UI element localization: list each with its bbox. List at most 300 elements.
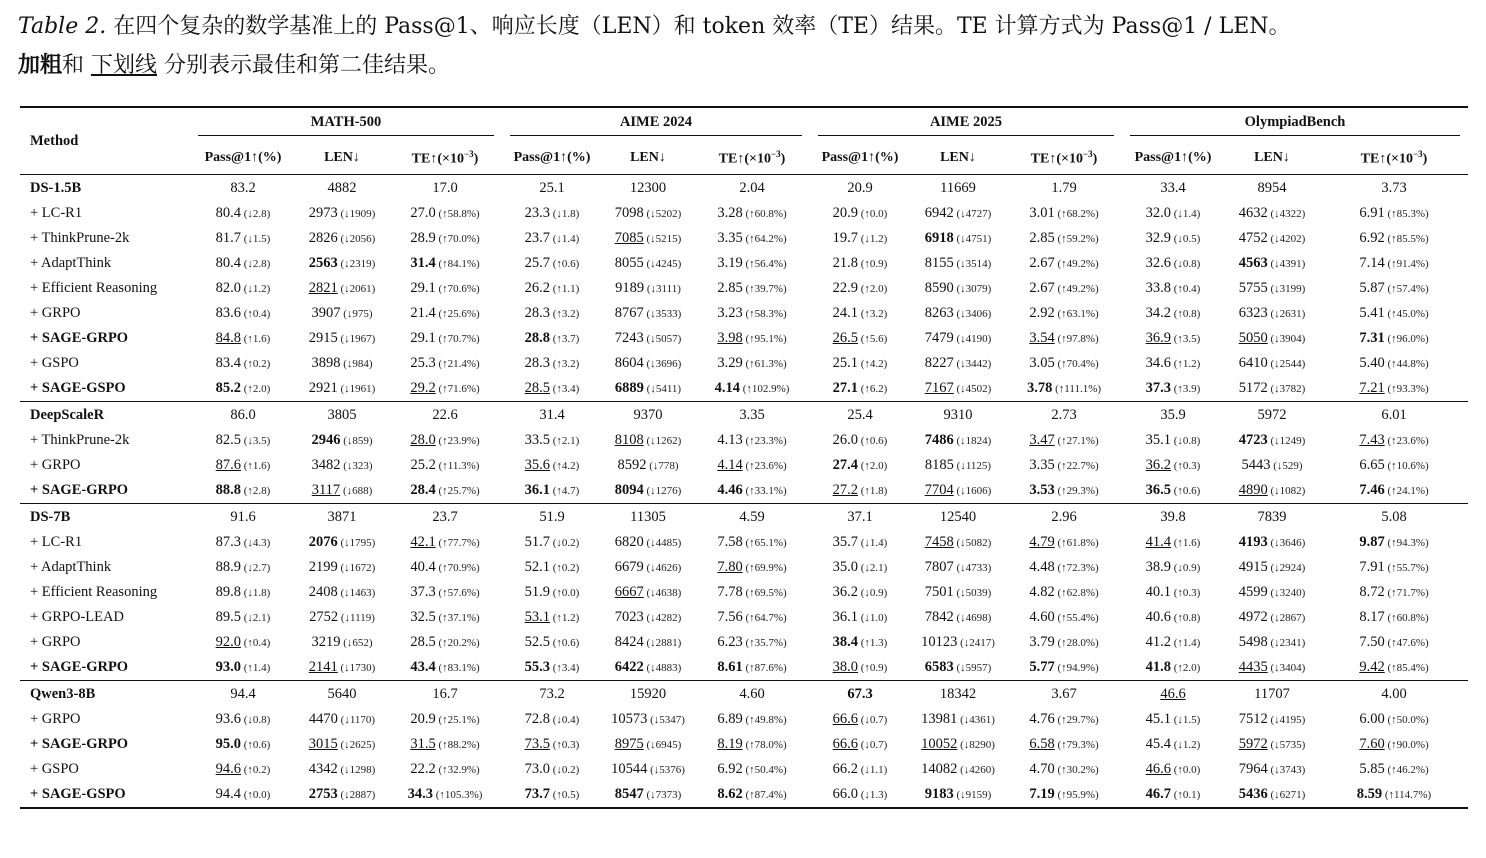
value-cell: 39.8 [1122, 504, 1224, 531]
metric-header-len: LEN↓ [910, 142, 1006, 175]
method-cell: + GRPO-LEAD [30, 609, 124, 625]
value-cell: 23.3 (↓1.8) [524, 205, 580, 221]
value-cell: 2.96 [1006, 504, 1122, 531]
value-cell: 4470 (↓1170) [308, 711, 376, 727]
value-cell: 27.4 (↑2.0) [832, 457, 888, 473]
value-cell: 8975 (↓6945) [614, 736, 682, 752]
value-cell: 28.3 (↑3.2) [524, 355, 580, 371]
value-cell: 89.5 (↓2.1) [215, 609, 271, 625]
metric-header-pass: Pass@1↑(%) [810, 142, 910, 175]
value-cell: 23.7 (↓1.4) [524, 230, 580, 246]
value-cell: 5.08 [1320, 504, 1468, 531]
value-cell: 2915 (↓1967) [308, 330, 376, 346]
metric-header-len: LEN↓ [296, 142, 388, 175]
value-cell: 7167 (↓4502) [924, 380, 992, 396]
value-cell: 6.92 (↑50.4%) [717, 761, 787, 777]
value-cell: 38.4 (↑1.3) [832, 634, 888, 650]
table-row [20, 707, 1468, 732]
value-cell: 3.28 (↑60.8%) [717, 205, 787, 221]
value-cell: 40.1 (↑0.3) [1145, 584, 1201, 600]
value-cell: 7.91 (↑55.7%) [1359, 559, 1429, 575]
value-cell: 2826 (↓2056) [308, 230, 376, 246]
value-cell: 7.56 (↑64.7%) [717, 609, 787, 625]
method-cell: + SAGE-GSPO [30, 380, 126, 396]
value-cell: 3.53 (↑29.3%) [1029, 482, 1099, 498]
method-cell: + AdaptThink [30, 255, 112, 271]
value-cell: 20.9 (↑25.1%) [410, 711, 480, 727]
value-cell: 21.4 (↑25.6%) [410, 305, 480, 321]
value-cell: 41.2 (↑1.4) [1145, 634, 1201, 650]
value-cell: 6.65 (↑10.6%) [1359, 457, 1429, 473]
value-cell: 35.7 (↓1.4) [832, 534, 888, 550]
value-cell: 33.5 (↑2.1) [524, 432, 580, 448]
value-cell: 23.7 [388, 504, 502, 531]
base-model-row [20, 504, 1468, 531]
table-row [20, 428, 1468, 453]
value-cell: 7.58 (↑65.1%) [717, 534, 787, 550]
value-cell: 67.3 [810, 681, 910, 708]
value-cell: 34.3 (↑105.3%) [388, 782, 502, 808]
value-cell: 4563 (↓4391) [1238, 255, 1306, 271]
method-cell: + AdaptThink [30, 559, 112, 575]
value-cell: 8.19 (↑78.0%) [717, 736, 787, 752]
value-cell: 4915 (↓2924) [1238, 559, 1306, 575]
value-cell: 9183 (↓9159) [910, 782, 1006, 808]
value-cell: 3.73 [1381, 179, 1407, 196]
base-model-row [20, 402, 1468, 429]
value-cell: 4435 (↓3404) [1238, 659, 1306, 675]
value-cell: 7458 (↓5082) [924, 534, 992, 550]
value-cell: 66.0 (↓1.3) [810, 782, 910, 808]
metric-header-pass: Pass@1↑(%) [502, 142, 602, 175]
value-cell: 5498 (↓2341) [1238, 634, 1306, 650]
value-cell: 3805 [296, 402, 388, 429]
value-cell: 2753 (↓2887) [296, 782, 388, 808]
table-row [20, 630, 1468, 655]
value-cell: 2.67 (↑49.2%) [1029, 255, 1099, 271]
value-cell: 36.5 (↑0.6) [1145, 482, 1201, 498]
value-cell: 10052 (↓8290) [921, 736, 995, 752]
method-cell: DS-1.5B [30, 179, 82, 196]
value-cell: 11305 [602, 504, 694, 531]
method-cell: + SAGE-GRPO [30, 659, 129, 675]
value-cell: 3.19 (↑56.4%) [717, 255, 787, 271]
value-cell: 7807 (↓4733) [924, 559, 992, 575]
value-cell: 5.77 (↑94.9%) [1029, 659, 1099, 675]
value-cell: 66.6 (↓0.7) [832, 711, 888, 727]
caption-tail: 分别表示最佳和第二佳结果。 [157, 53, 451, 78]
method-cell: Qwen3-8B [20, 681, 190, 708]
value-cell: 2921 (↓1961) [308, 380, 376, 396]
table-caption [18, 8, 1478, 85]
value-cell: 8547 (↓7373) [602, 782, 694, 808]
value-cell: 91.6 [190, 504, 296, 531]
value-cell: 41.8 (↑2.0) [1145, 659, 1201, 675]
value-cell: 5.87 (↑57.4%) [1359, 280, 1429, 296]
table-row [20, 251, 1468, 276]
value-cell: 22.9 (↑2.0) [832, 280, 888, 296]
value-cell: 3898 (↓984) [311, 355, 373, 371]
value-cell: 41.4 (↑1.6) [1145, 534, 1201, 550]
value-cell: 6.91 (↑85.3%) [1359, 205, 1429, 221]
value-cell: 3.01 (↑68.2%) [1029, 205, 1099, 221]
value-cell: 7.46 (↑24.1%) [1359, 482, 1429, 498]
value-cell: 38.0 (↑0.9) [832, 659, 888, 675]
table-row [20, 326, 1468, 351]
value-cell: 2563 (↓2319) [308, 255, 376, 271]
value-cell: 36.9 (↑3.5) [1145, 330, 1201, 346]
value-cell: 7839 [1224, 504, 1320, 531]
table-row [20, 226, 1468, 251]
metric-header-len: LEN↓ [1224, 142, 1320, 175]
value-cell: 3.67 [1006, 681, 1122, 708]
method-cell: + ThinkPrune-2k [30, 432, 130, 448]
value-cell: 7512 (↓4195) [1238, 711, 1306, 727]
value-cell: 9370 [602, 402, 694, 429]
value-cell: 4.13 (↑23.3%) [717, 432, 787, 448]
value-cell: 26.2 (↑1.1) [524, 280, 580, 296]
value-cell: 46.6 (↑0.0) [1145, 761, 1201, 777]
value-cell: 4.60 [694, 681, 810, 708]
value-cell: 6.00 (↑50.0%) [1359, 711, 1429, 727]
table-row [20, 555, 1468, 580]
value-cell: 42.1 (↑77.7%) [410, 534, 480, 550]
value-cell: 28.0 (↑23.9%) [410, 432, 480, 448]
method-cell: DeepScaleR [20, 402, 190, 429]
value-cell: 4752 (↓4202) [1238, 230, 1306, 246]
table-row [20, 301, 1468, 326]
value-cell: 32.5 (↑37.1%) [410, 609, 480, 625]
value-cell: 8185 (↓1125) [924, 457, 992, 473]
value-cell: 7.43 (↑23.6%) [1359, 432, 1429, 448]
method-cell: + GSPO [30, 355, 79, 371]
value-cell: 6918 (↓4751) [924, 230, 992, 246]
value-cell: 25.7 (↑0.6) [524, 255, 580, 271]
value-cell: 28.5 (↑3.4) [524, 380, 580, 396]
value-cell: 7.80 (↑69.9%) [717, 559, 787, 575]
value-cell: 34.2 (↑0.8) [1145, 305, 1201, 321]
value-cell: 3907 (↓975) [311, 305, 373, 321]
caption-and-word: 和 [62, 53, 92, 78]
value-cell: 11669 [940, 179, 976, 196]
value-cell: 6410 (↓2544) [1238, 355, 1306, 371]
value-cell: 5755 (↓3199) [1238, 280, 1306, 296]
caption-bold-word: 加粗 [18, 52, 63, 78]
value-cell: 84.8 (↑1.6) [215, 330, 271, 346]
value-cell: 73.7 (↑0.5) [502, 782, 602, 808]
value-cell: 88.8 (↑2.8) [215, 482, 271, 498]
value-cell: 25.1 (↑4.2) [832, 355, 888, 371]
value-cell: 4.70 (↑30.2%) [1029, 761, 1099, 777]
value-cell: 51.9 [502, 504, 602, 531]
value-cell: 28.4 (↑25.7%) [410, 482, 480, 498]
value-cell: 7085 (↓5215) [614, 230, 682, 246]
value-cell: 3.54 (↑97.8%) [1029, 330, 1099, 346]
value-cell: 35.1 (↓0.8) [1145, 432, 1201, 448]
value-cell: 9.87 (↑94.3%) [1359, 534, 1429, 550]
method-cell: + SAGE-GRPO [30, 736, 129, 752]
value-cell: 3015 (↓2625) [308, 736, 376, 752]
table-row [20, 655, 1468, 681]
table-row [20, 782, 1468, 808]
metric-header-len: LEN↓ [602, 142, 694, 175]
caption-text: 在四个复杂的数学基准上的 Pass@1、响应长度（LEN）和 token 效率（TE）结果。TE 计算方式为 Pass@1 / LEN。 [106, 14, 1291, 39]
value-cell: 94.6 (↑0.2) [215, 761, 271, 777]
value-cell: 8.59 (↑114.7%) [1320, 782, 1468, 808]
value-cell: 32.0 (↓1.4) [1145, 205, 1201, 221]
value-cell: 35.9 [1122, 402, 1224, 429]
value-cell: 7479 (↓4190) [924, 330, 992, 346]
value-cell: 28.9 (↑70.0%) [410, 230, 480, 246]
value-cell: 51.7 (↓0.2) [524, 534, 580, 550]
value-cell: 4.59 [694, 504, 810, 531]
value-cell: 12540 [910, 504, 1006, 531]
value-cell: 5972 [1224, 402, 1320, 429]
method-cell: + GSPO [30, 761, 79, 777]
value-cell: 5640 [296, 681, 388, 708]
value-cell: 4193 (↓3646) [1238, 534, 1306, 550]
value-cell: 51.9 (↑0.0) [524, 584, 580, 600]
table-label: Table 2. [18, 14, 107, 39]
value-cell: 4.00 [1320, 681, 1468, 708]
value-cell: 31.4 [502, 402, 602, 429]
value-cell: 81.7 (↓1.5) [215, 230, 271, 246]
value-cell: 94.4 (↑0.0) [190, 782, 296, 808]
value-cell: 2.04 [739, 179, 765, 196]
value-cell: 36.1 (↑4.7) [524, 482, 580, 498]
value-cell: 6.89 (↑49.8%) [717, 711, 787, 727]
benchmark-header: AIME 2024 [502, 107, 810, 142]
value-cell: 4.14 (↑102.9%) [714, 380, 790, 396]
value-cell: 4.82 (↑62.8%) [1029, 584, 1099, 600]
value-cell: 18342 [910, 681, 1006, 708]
value-cell: 6.92 (↑85.5%) [1359, 230, 1429, 246]
value-cell: 9310 [910, 402, 1006, 429]
value-cell: 6889 (↓5411) [614, 380, 682, 396]
value-cell: 20.9 (↑0.0) [832, 205, 888, 221]
value-cell: 21.8 (↑0.9) [832, 255, 888, 271]
value-cell: 8.61 (↑87.6%) [717, 659, 787, 675]
value-cell: 2946 (↓859) [311, 432, 373, 448]
value-cell: 73.5 (↑0.3) [524, 736, 580, 752]
value-cell: 4342 (↓1298) [308, 761, 376, 777]
value-cell: 40.4 (↑70.9%) [410, 559, 480, 575]
value-cell: 25.4 [810, 402, 910, 429]
value-cell: 94.4 [190, 681, 296, 708]
method-cell: + GRPO [30, 711, 81, 727]
value-cell: 92.0 (↑0.4) [215, 634, 271, 650]
value-cell: 3.05 (↑70.4%) [1029, 355, 1099, 371]
value-cell: 4723 (↓1249) [1238, 432, 1306, 448]
value-cell: 2.73 [1006, 402, 1122, 429]
value-cell: 7.78 (↑69.5%) [717, 584, 787, 600]
value-cell: 35.6 (↑4.2) [524, 457, 580, 473]
value-cell: 46.7 (↑0.1) [1122, 782, 1224, 808]
table-body [20, 175, 1468, 809]
header-row-benchmarks [20, 107, 1468, 142]
metric-header-pass: Pass@1↑(%) [190, 142, 296, 175]
metric-header-te: $TE↑(\times 10^{-3})$ [388, 142, 502, 175]
value-cell: 2.85 (↑59.2%) [1029, 230, 1099, 246]
value-cell: 32.9 (↓0.5) [1145, 230, 1201, 246]
value-cell: 36.2 (↑0.3) [1145, 457, 1201, 473]
value-cell: 7.50 (↑47.6%) [1359, 634, 1429, 650]
value-cell: 8108 (↓1262) [614, 432, 682, 448]
value-cell: 4972 (↓2867) [1238, 609, 1306, 625]
value-cell: 3.35 (↑64.2%) [717, 230, 787, 246]
caption-underline-word: 下划线 [91, 53, 158, 78]
table-row [20, 351, 1468, 376]
value-cell: 8.17 (↑60.8%) [1359, 609, 1429, 625]
value-cell: 25.3 (↑21.4%) [410, 355, 480, 371]
value-cell: 7.60 (↑90.0%) [1359, 736, 1429, 752]
value-cell: 4.79 (↑61.8%) [1029, 534, 1099, 550]
metric-header-pass: Pass@1↑(%) [1122, 142, 1224, 175]
table-row [20, 453, 1468, 478]
method-cell: + ThinkPrune-2k [30, 230, 130, 246]
value-cell: 7243 (↓5057) [614, 330, 682, 346]
method-cell: + SAGE-GRPO [30, 330, 129, 346]
value-cell: 6422 (↓4883) [614, 659, 682, 675]
value-cell: 31.4 (↑84.1%) [410, 255, 480, 271]
value-cell: 2408 (↓1463) [308, 584, 376, 600]
value-cell: 7704 (↓1606) [924, 482, 992, 498]
value-cell: 29.1 (↑70.7%) [410, 330, 480, 346]
value-cell: 52.1 (↑0.2) [524, 559, 580, 575]
value-cell: 82.0 (↓1.2) [215, 280, 271, 296]
value-cell: 45.1 (↓1.5) [1145, 711, 1201, 727]
metric-header-te: $TE↑(\times 10^{-3})$ [1320, 142, 1468, 175]
value-cell: 80.4 (↓2.8) [215, 255, 271, 271]
table-row [20, 276, 1468, 301]
value-cell: 95.0 (↑0.6) [215, 736, 271, 752]
value-cell: 6.23 (↑35.7%) [717, 634, 787, 650]
value-cell: 33.4 [1160, 179, 1186, 196]
value-cell: 2199 (↓1672) [308, 559, 376, 575]
base-model-row [20, 681, 1468, 708]
results-table [20, 106, 1468, 809]
value-cell: 26.5 (↑5.6) [832, 330, 888, 346]
value-cell: 2.92 (↑63.1%) [1029, 305, 1099, 321]
value-cell: 33.8 (↑0.4) [1145, 280, 1201, 296]
value-cell: 2.67 (↑49.2%) [1029, 280, 1099, 296]
method-cell: + Efficient Reasoning [30, 280, 158, 296]
value-cell: 5443 (↓529) [1241, 457, 1303, 473]
value-cell: 27.0 (↑58.8%) [410, 205, 480, 221]
value-cell: 6679 (↓4626) [614, 559, 682, 575]
method-cell: + SAGE-GSPO [20, 782, 190, 808]
value-cell: 22.2 (↑32.9%) [410, 761, 480, 777]
value-cell: 17.0 [432, 179, 458, 196]
value-cell: 16.7 [388, 681, 502, 708]
method-cell: + GRPO [30, 634, 81, 650]
value-cell: 2.85 (↑39.7%) [717, 280, 787, 296]
method-cell: DS-7B [20, 504, 190, 531]
value-cell: 10573 (↓5347) [611, 711, 685, 727]
value-cell: 82.5 (↓3.5) [215, 432, 271, 448]
value-cell: 15920 [602, 681, 694, 708]
value-cell: 8604 (↓3696) [614, 355, 682, 371]
value-cell: 8094 (↓1276) [614, 482, 682, 498]
header-row-metrics [20, 142, 1468, 175]
value-cell: 4.48 (↑72.3%) [1029, 559, 1099, 575]
value-cell: 3117 (↓688) [311, 482, 373, 498]
value-cell: 5.40 (↑44.8%) [1359, 355, 1429, 371]
value-cell: 4.60 (↑55.4%) [1029, 609, 1099, 625]
value-cell: 53.1 (↑1.2) [524, 609, 580, 625]
value-cell: 87.6 (↑1.6) [215, 457, 271, 473]
value-cell: 37.1 [810, 504, 910, 531]
method-cell: + GRPO [30, 305, 81, 321]
value-cell: 87.3 (↓4.3) [215, 534, 271, 550]
value-cell: 3871 [296, 504, 388, 531]
value-cell: 2752 (↓1119) [309, 609, 375, 625]
metric-header-te: $TE↑(\times 10^{-3})$ [694, 142, 810, 175]
value-cell: 8263 (↓3406) [924, 305, 992, 321]
value-cell: 3.29 (↑61.3%) [717, 355, 787, 371]
table-row [20, 605, 1468, 630]
value-cell: 1.79 [1051, 179, 1077, 196]
value-cell: 3.78 (↑111.1%) [1026, 380, 1102, 396]
value-cell: 8590 (↓3079) [924, 280, 992, 296]
value-cell: 32.6 (↓0.8) [1145, 255, 1201, 271]
value-cell: 37.3 (↑57.6%) [410, 584, 480, 600]
value-cell: 9.42 (↑85.4%) [1359, 659, 1429, 675]
value-cell: 7842 (↓4698) [924, 609, 992, 625]
value-cell: 3.23 (↑58.3%) [717, 305, 787, 321]
value-cell: 13981 (↓4361) [921, 711, 995, 727]
value-cell: 8.72 (↑71.7%) [1359, 584, 1429, 600]
table-row [20, 530, 1468, 555]
method-cell: + SAGE-GRPO [30, 482, 129, 498]
value-cell: 27.1 (↑6.2) [832, 380, 888, 396]
value-cell: 73.2 [502, 681, 602, 708]
benchmark-header: OlympiadBench [1122, 107, 1468, 142]
value-cell: 83.6 (↑0.4) [215, 305, 271, 321]
value-cell: 5972 (↓5735) [1238, 736, 1306, 752]
value-cell: 86.0 [190, 402, 296, 429]
value-cell: 25.2 (↑11.3%) [410, 457, 480, 473]
value-cell: 8.62 (↑87.4%) [694, 782, 810, 808]
value-cell: 3482 (↓323) [311, 457, 373, 473]
value-cell: 24.1 (↑3.2) [832, 305, 888, 321]
value-cell: 8055 (↓4245) [614, 255, 682, 271]
value-cell: 7.21 (↑93.3%) [1359, 380, 1429, 396]
value-cell: 22.6 [388, 402, 502, 429]
value-cell: 8767 (↓3533) [614, 305, 682, 321]
value-cell: 29.1 (↑70.6%) [410, 280, 480, 296]
value-cell: 7098 (↓5202) [614, 205, 682, 221]
value-cell: 40.6 (↑0.8) [1145, 609, 1201, 625]
value-cell: 2076 (↓1795) [308, 534, 376, 550]
value-cell: 4.76 (↑29.7%) [1029, 711, 1099, 727]
value-cell: 4890 (↓1082) [1238, 482, 1306, 498]
value-cell: 83.4 (↑0.2) [215, 355, 271, 371]
value-cell: 6942 (↓4727) [924, 205, 992, 221]
value-cell: 7.14 (↑91.4%) [1359, 255, 1429, 271]
value-cell: 8592 (↓778) [617, 457, 679, 473]
value-cell: 4599 (↓3240) [1238, 584, 1306, 600]
table-row [20, 732, 1468, 757]
value-cell: 10544 (↓5376) [611, 761, 685, 777]
value-cell: 4.14 (↑23.6%) [717, 457, 787, 473]
value-cell: 8954 [1257, 179, 1287, 196]
table-row [20, 580, 1468, 605]
value-cell: 3.35 [694, 402, 810, 429]
value-cell: 93.0 (↑1.4) [215, 659, 271, 675]
value-cell: 5.41 (↑45.0%) [1359, 305, 1429, 321]
value-cell: 7.19 (↑95.9%) [1006, 782, 1122, 808]
